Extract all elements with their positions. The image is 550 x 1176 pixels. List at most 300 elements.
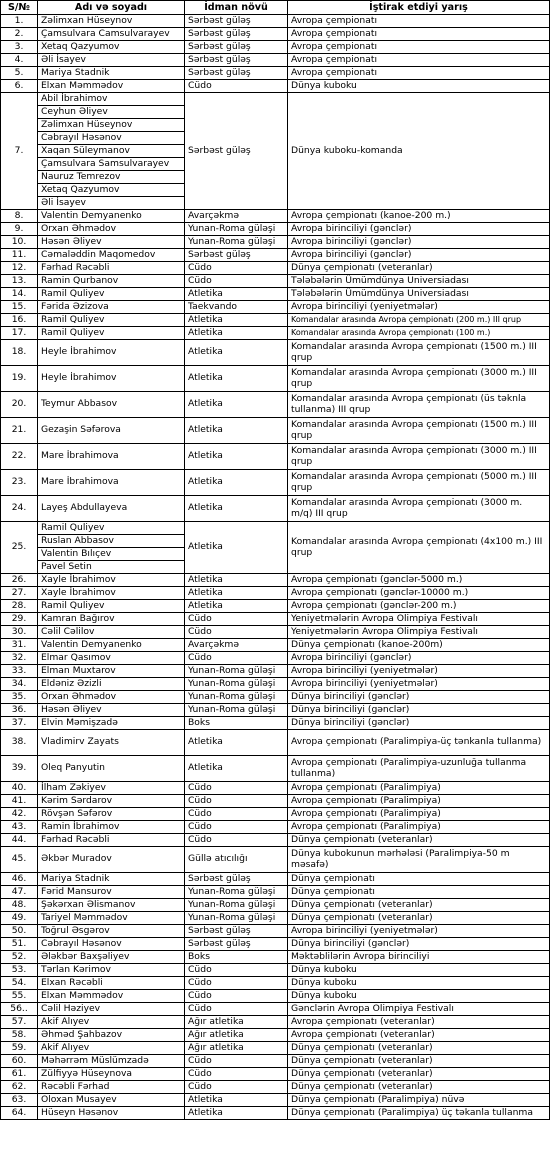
competition-event: Avropa çempionatı (Paralimpiya) bbox=[288, 808, 550, 821]
table-row bbox=[1, 613, 550, 626]
sport-type: Atletika bbox=[185, 288, 288, 301]
athlete-name: Gezaşin Səfərova bbox=[38, 418, 185, 444]
competition-event: Dünya çempionatı (veteranlar) bbox=[288, 262, 550, 275]
table-row bbox=[1, 821, 550, 834]
athlete-name: Vladimirv Zayats bbox=[38, 730, 185, 756]
competition-event: Avropa çempionatı bbox=[288, 41, 550, 54]
table-row bbox=[1, 288, 550, 301]
sport-type: Sərbəst güləş bbox=[185, 41, 288, 54]
competition-event: Komandalar arasında Avropa çempionatı (3000 m.) III qrup bbox=[288, 444, 550, 470]
sport-type: Sərbəst güləş bbox=[185, 28, 288, 41]
athlete-name: Orxan Əhmədov bbox=[38, 223, 185, 236]
competition-event: Avropa çempionatı (kanoe-200 m.) bbox=[288, 210, 550, 223]
table-row bbox=[1, 1042, 550, 1055]
table-row bbox=[1, 1055, 550, 1068]
competition-event: Gənclərin Avropa Olimpiya Festivalı bbox=[288, 1003, 550, 1016]
table-row bbox=[1, 314, 550, 327]
table-row bbox=[1, 1107, 550, 1120]
row-number: 19. bbox=[1, 366, 38, 392]
athlete-name: Elxan Məmmədov bbox=[38, 990, 185, 1003]
sport-type: Cüdo bbox=[185, 795, 288, 808]
sport-type: Avarçəkmə bbox=[185, 639, 288, 652]
sport-type: Cüdo bbox=[185, 821, 288, 834]
sport-type: Cüdo bbox=[185, 990, 288, 1003]
athlete-name: Kərim Sərdarov bbox=[38, 795, 185, 808]
competition-event: Komandalar arasında Avropa çempionatı (3000 m. m/q) III qrup bbox=[288, 496, 550, 522]
athlete-name: Zəlimxan Hüseynov bbox=[38, 15, 185, 28]
competition-event: Avropa birinciliyi (gənclər) bbox=[288, 223, 550, 236]
athlete-name: Cəlil Həziyev bbox=[38, 1003, 185, 1016]
athlete-name: Cəlil Cəlilov bbox=[38, 626, 185, 639]
table-row bbox=[1, 1016, 550, 1029]
table-row bbox=[1, 275, 550, 288]
athlete-name: Fərhad Rəcəbli bbox=[38, 834, 185, 847]
table-row bbox=[1, 847, 550, 873]
sport-type: Sərbəst güləş bbox=[185, 249, 288, 262]
table-row bbox=[1, 262, 550, 275]
row-number: 54. bbox=[1, 977, 38, 990]
row-number: 59. bbox=[1, 1042, 38, 1055]
sport-type: Yunan-Roma güləşi bbox=[185, 886, 288, 899]
table-row bbox=[1, 873, 550, 886]
sport-type: Atletika bbox=[185, 756, 288, 782]
table-row bbox=[1, 912, 550, 925]
athlete-name: Elman Muxtarov bbox=[38, 665, 185, 678]
sport-type: Atletika bbox=[185, 1094, 288, 1107]
athlete-name: Əhməd Şahbazov bbox=[38, 1029, 185, 1042]
athlete-name: Elvin Məmişzadə bbox=[38, 717, 185, 730]
row-number: 52. bbox=[1, 951, 38, 964]
table-row bbox=[1, 756, 550, 782]
table-row bbox=[1, 210, 550, 223]
sport-type: Avarçəkmə bbox=[185, 210, 288, 223]
sport-type: Taekvando bbox=[185, 301, 288, 314]
athlete-name: Tərlan Kərimov bbox=[38, 964, 185, 977]
sport-type: Atletika bbox=[185, 730, 288, 756]
sport-type: Cüdo bbox=[185, 808, 288, 821]
row-number: 10. bbox=[1, 236, 38, 249]
sport-type: Atletika bbox=[185, 392, 288, 418]
table-row bbox=[1, 925, 550, 938]
header-name: Adı və soyadı bbox=[38, 1, 185, 15]
athlete-name: Ələkbər Baxşəliyev bbox=[38, 951, 185, 964]
table-row bbox=[1, 80, 550, 93]
competition-event: Komandalar arasında Avropa çempionatı (200 m.) III qrup bbox=[288, 314, 550, 327]
row-number: 22. bbox=[1, 444, 38, 470]
table-row bbox=[1, 1003, 550, 1016]
sport-type: Yunan-Roma güləşi bbox=[185, 223, 288, 236]
header-row bbox=[1, 1, 550, 15]
sport-type: Atletika bbox=[185, 574, 288, 587]
table-row bbox=[1, 652, 550, 665]
table-row bbox=[1, 951, 550, 964]
table-row bbox=[1, 964, 550, 977]
athlete-name: Eldəniz Əzizli bbox=[38, 678, 185, 691]
table-row bbox=[1, 223, 550, 236]
athlete-name: Abil İbrahimov bbox=[38, 93, 185, 106]
athlete-name: Mare İbrahimova bbox=[38, 444, 185, 470]
table-row bbox=[1, 938, 550, 951]
athlete-name: Akif Alıyev bbox=[38, 1016, 185, 1029]
sport-type: Cüdo bbox=[185, 1068, 288, 1081]
competition-event: Dünya birinciliyi (gənclər) bbox=[288, 704, 550, 717]
competition-event: Avropa birinciliyi (gənclər) bbox=[288, 236, 550, 249]
competition-event: Dünya kuboku bbox=[288, 964, 550, 977]
competition-event: Dünya kuboku bbox=[288, 990, 550, 1003]
competition-event: Avropa birinciliyi (gənclər) bbox=[288, 249, 550, 262]
sport-type: Yunan-Roma güləşi bbox=[185, 691, 288, 704]
row-number: 50. bbox=[1, 925, 38, 938]
table-row bbox=[1, 1094, 550, 1107]
sport-type: Yunan-Roma güləşi bbox=[185, 236, 288, 249]
table-row bbox=[1, 990, 550, 1003]
athlete-name: Xetaq Qazyumov bbox=[38, 41, 185, 54]
row-number: 6. bbox=[1, 80, 38, 93]
row-number: 2. bbox=[1, 28, 38, 41]
row-number: 15. bbox=[1, 301, 38, 314]
athlete-name: Zülfiyyə Hüseynova bbox=[38, 1068, 185, 1081]
table-row bbox=[1, 665, 550, 678]
competition-event: Tələbələrin Ümümdünya Universiadası bbox=[288, 275, 550, 288]
athlete-name: Heyle İbrahimov bbox=[38, 366, 185, 392]
sport-type: Atletika bbox=[185, 327, 288, 340]
competition-event: Komandalar arasında Avropa çempionatı (100 m.) bbox=[288, 327, 550, 340]
competition-event: Avropa çempionatı (Paralimpiya) bbox=[288, 821, 550, 834]
sport-type: Cüdo bbox=[185, 626, 288, 639]
table-row bbox=[1, 418, 550, 444]
competition-event: Avropa çempionatı bbox=[288, 28, 550, 41]
sport-type: Sərbəst güləş bbox=[185, 54, 288, 67]
competition-event: Avropa çempionatı (Paralimpiya) bbox=[288, 782, 550, 795]
row-number: 47. bbox=[1, 886, 38, 899]
athlete-name: Rövşən Səfərov bbox=[38, 808, 185, 821]
row-number: 40. bbox=[1, 782, 38, 795]
competition-event: Yeniyetmələrin Avropa Olimpiya Festivalı bbox=[288, 613, 550, 626]
competition-event: Avropa çempionatı (veteranlar) bbox=[288, 1029, 550, 1042]
athlete-name: Əli İsayev bbox=[38, 54, 185, 67]
competition-event: Dünya çempionatı (Paralimpiya) üç təkanla tullanma bbox=[288, 1107, 550, 1120]
table-row bbox=[1, 496, 550, 522]
competition-event: Komandalar arasında Avropa çempionatı (üs təknla tullanma) III qrup bbox=[288, 392, 550, 418]
athlete-name: Oleq Panyutin bbox=[38, 756, 185, 782]
row-number: 29. bbox=[1, 613, 38, 626]
sport-type: Cüdo bbox=[185, 80, 288, 93]
sport-type: Atletika bbox=[185, 470, 288, 496]
row-number: 1. bbox=[1, 15, 38, 28]
athlete-name: Xaqan Süleymanov bbox=[38, 145, 185, 158]
row-number: 48. bbox=[1, 899, 38, 912]
athlete-name: Ramil Quliyev bbox=[38, 522, 185, 535]
competition-event: Tələbələrin Ümümdünya Universiadası bbox=[288, 288, 550, 301]
competition-event: Avropa çempionatı bbox=[288, 67, 550, 80]
sport-type: Sərbəst güləş bbox=[185, 15, 288, 28]
row-number: 20. bbox=[1, 392, 38, 418]
competition-event: Dünya çempionatı (veteranlar) bbox=[288, 1081, 550, 1094]
competition-event: Avropa birinciliyi (yeniyetmələr) bbox=[288, 665, 550, 678]
row-number: 30. bbox=[1, 626, 38, 639]
sport-type: Cüdo bbox=[185, 275, 288, 288]
sport-type: Yunan-Roma güləşi bbox=[185, 899, 288, 912]
sport-type: Atletika bbox=[185, 314, 288, 327]
athlete-name: Elxan Məmmədov bbox=[38, 80, 185, 93]
table-row bbox=[1, 522, 550, 535]
table-row bbox=[1, 782, 550, 795]
row-number: 14. bbox=[1, 288, 38, 301]
athlete-name: Rəcəbli Fərhad bbox=[38, 1081, 185, 1094]
sport-type: Yunan-Roma güləşi bbox=[185, 912, 288, 925]
competition-event: Dünya çempionatı (veteranlar) bbox=[288, 1068, 550, 1081]
athlete-name: Ramil Quliyev bbox=[38, 288, 185, 301]
competition-event: Komandalar arasında Avropa çempionatı (5000 m.) III qrup bbox=[288, 470, 550, 496]
sport-type: Cüdo bbox=[185, 977, 288, 990]
competition-event: Dünya çempionatı (veteranlar) bbox=[288, 899, 550, 912]
athlete-name: Ramin Qurbanov bbox=[38, 275, 185, 288]
row-number: 42. bbox=[1, 808, 38, 821]
athlete-name: Layeş Abdullayeva bbox=[38, 496, 185, 522]
table-row bbox=[1, 301, 550, 314]
table-row bbox=[1, 704, 550, 717]
table-row bbox=[1, 587, 550, 600]
sport-type: Yunan-Roma güləşi bbox=[185, 678, 288, 691]
sport-type: Atletika bbox=[185, 340, 288, 366]
sport-type: Boks bbox=[185, 717, 288, 730]
competition-event: Dünya çempionatı bbox=[288, 886, 550, 899]
athlete-name: Elxan Rəcəbli bbox=[38, 977, 185, 990]
row-number: 18. bbox=[1, 340, 38, 366]
athlete-name: Cəmaləddin Maqomedov bbox=[38, 249, 185, 262]
competition-event: Avropa çempionatı bbox=[288, 15, 550, 28]
table-row bbox=[1, 730, 550, 756]
table-row bbox=[1, 691, 550, 704]
athlete-name: Xayle İbrahimov bbox=[38, 574, 185, 587]
athlete-name: Ceyhun Əliyev bbox=[38, 106, 185, 119]
athlete-name: Fərid Mansurov bbox=[38, 886, 185, 899]
competition-event: Dünya kubokunun mərhələsi (Paralimpiya-50 m məsafə) bbox=[288, 847, 550, 873]
athlete-name: Oloxan Musayev bbox=[38, 1094, 185, 1107]
sport-type: Yunan-Roma güləşi bbox=[185, 665, 288, 678]
table-row bbox=[1, 886, 550, 899]
athlete-name: Heyle İbrahimov bbox=[38, 340, 185, 366]
competition-event: Dünya çempionatı (Paralimpiya) nüvə bbox=[288, 1094, 550, 1107]
row-number: 64. bbox=[1, 1107, 38, 1120]
sport-type: Cüdo bbox=[185, 613, 288, 626]
table-row bbox=[1, 808, 550, 821]
row-number: 4. bbox=[1, 54, 38, 67]
row-number: 27. bbox=[1, 587, 38, 600]
sport-type: Cüdo bbox=[185, 782, 288, 795]
competition-event: Dünya kuboku bbox=[288, 80, 550, 93]
row-number: 51. bbox=[1, 938, 38, 951]
row-number: 36. bbox=[1, 704, 38, 717]
table-row bbox=[1, 340, 550, 366]
athlete-name: Cəbrayıl Həsənov bbox=[38, 938, 185, 951]
table-row bbox=[1, 600, 550, 613]
row-number: 33. bbox=[1, 665, 38, 678]
row-number: 16. bbox=[1, 314, 38, 327]
competition-event: Avropa çempionatı (veteranlar) bbox=[288, 1016, 550, 1029]
sport-type: Atletika bbox=[185, 444, 288, 470]
sport-type: Atletika bbox=[185, 1107, 288, 1120]
competition-event: Dünya kuboku bbox=[288, 977, 550, 990]
athlete-name: İlham Zəkiyev bbox=[38, 782, 185, 795]
athlete-name: Nauruz Temrezov bbox=[38, 171, 185, 184]
sport-type: Atletika bbox=[185, 522, 288, 574]
athlete-name: Əkbər Muradov bbox=[38, 847, 185, 873]
row-number: 46. bbox=[1, 873, 38, 886]
athlete-name: Zəlimxan Hüseynov bbox=[38, 119, 185, 132]
sport-type: Cüdo bbox=[185, 1003, 288, 1016]
row-number: 38. bbox=[1, 730, 38, 756]
sport-type: Sərbəst güləş bbox=[185, 925, 288, 938]
table-row bbox=[1, 1081, 550, 1094]
table-row bbox=[1, 236, 550, 249]
competition-event: Avropa birinciliyi (yeniyetmələr) bbox=[288, 301, 550, 314]
athlete-name: Fərida Əzizova bbox=[38, 301, 185, 314]
row-number: 21. bbox=[1, 418, 38, 444]
competition-event: Dünya çempionatı (veteranlar) bbox=[288, 1042, 550, 1055]
table-row bbox=[1, 54, 550, 67]
row-number: 25. bbox=[1, 522, 38, 574]
row-number: 24. bbox=[1, 496, 38, 522]
row-number: 37. bbox=[1, 717, 38, 730]
row-number: 35. bbox=[1, 691, 38, 704]
table-row bbox=[1, 834, 550, 847]
row-number: 28. bbox=[1, 600, 38, 613]
table-body bbox=[1, 15, 550, 1120]
row-number: 63. bbox=[1, 1094, 38, 1107]
athlete-name: Valentin Bılıçev bbox=[38, 548, 185, 561]
athlete-name: Hüseyn Həsənov bbox=[38, 1107, 185, 1120]
sport-type: Ağır atletika bbox=[185, 1042, 288, 1055]
athlete-name: Çamsulvara Camsulvarayev bbox=[38, 28, 185, 41]
row-number: 11. bbox=[1, 249, 38, 262]
athlete-name: Mare İbrahimova bbox=[38, 470, 185, 496]
table-row bbox=[1, 444, 550, 470]
competition-event: Komandalar arasında Avropa çempionatı (4x100 m.) III qrup bbox=[288, 522, 550, 574]
sport-type: Atletika bbox=[185, 366, 288, 392]
sport-type: Atletika bbox=[185, 600, 288, 613]
table-row bbox=[1, 717, 550, 730]
table-row bbox=[1, 1068, 550, 1081]
row-number: 34. bbox=[1, 678, 38, 691]
athlete-name: Teymur Abbasov bbox=[38, 392, 185, 418]
athlete-name: Toğrul Əsgərov bbox=[38, 925, 185, 938]
table-row bbox=[1, 1029, 550, 1042]
competition-event: Avropa birinciliyi (yeniyetmələr) bbox=[288, 925, 550, 938]
competition-event: Avropa çempionatı (Paralimpiya) bbox=[288, 795, 550, 808]
sport-type: Sərbəst güləş bbox=[185, 67, 288, 80]
row-number: 43. bbox=[1, 821, 38, 834]
athlete-name: Əli İsayev bbox=[38, 197, 185, 210]
competition-event: Dünya çempionatı (kanoe-200m) bbox=[288, 639, 550, 652]
row-number: 13. bbox=[1, 275, 38, 288]
table-row bbox=[1, 392, 550, 418]
row-number: 31. bbox=[1, 639, 38, 652]
competition-event: Dünya kuboku-komanda bbox=[288, 93, 550, 210]
athlete-name: Ruslan Abbasov bbox=[38, 535, 185, 548]
header-event: İştirak etdiyi yarış bbox=[288, 1, 550, 15]
table-row bbox=[1, 977, 550, 990]
row-number: 26. bbox=[1, 574, 38, 587]
competition-event: Avropa çempionatı (gənclər-10000 m.) bbox=[288, 587, 550, 600]
athlete-name: Məhərrəm Müslümzadə bbox=[38, 1055, 185, 1068]
sport-type: Ağır atletika bbox=[185, 1016, 288, 1029]
competition-event: Komandalar arasında Avropa çempionatı (1500 m.) III qrup bbox=[288, 340, 550, 366]
sport-type: Sərbəst güləş bbox=[185, 873, 288, 886]
athlete-name: Cəbrayıl Həsənov bbox=[38, 132, 185, 145]
table-row bbox=[1, 574, 550, 587]
athlete-name: Orxan Əhmədov bbox=[38, 691, 185, 704]
row-number: 41. bbox=[1, 795, 38, 808]
athlete-name: Şəkərxan Əlismanov bbox=[38, 899, 185, 912]
table-row bbox=[1, 93, 550, 106]
athlete-name: Xetaq Qazyumov bbox=[38, 184, 185, 197]
athlete-name: Elmar Qasımov bbox=[38, 652, 185, 665]
athlete-name: Pavel Setin bbox=[38, 561, 185, 574]
competition-event: Avropa çempionatı (gənclər-200 m.) bbox=[288, 600, 550, 613]
competition-event: Dünya çempionatı (veteranlar) bbox=[288, 1055, 550, 1068]
row-number: 62. bbox=[1, 1081, 38, 1094]
athlete-name: Xayle İbrahimov bbox=[38, 587, 185, 600]
competition-event: Avropa çempionatı (gənclər-5000 m.) bbox=[288, 574, 550, 587]
row-number: 5. bbox=[1, 67, 38, 80]
athlete-name: Ramin İbrahimov bbox=[38, 821, 185, 834]
table-row bbox=[1, 678, 550, 691]
competition-event: Dünya çempionatı bbox=[288, 873, 550, 886]
athlete-name: Tariyel Məmmədov bbox=[38, 912, 185, 925]
athlete-name: Həsən Əliyev bbox=[38, 236, 185, 249]
competition-event: Komandalar arasında Avropa çempionatı (1500 m.) III qrup bbox=[288, 418, 550, 444]
athlete-name: Ramil Quliyev bbox=[38, 600, 185, 613]
header-number: S/№ bbox=[1, 1, 38, 15]
table-row bbox=[1, 899, 550, 912]
athlete-name: Həsən Əliyev bbox=[38, 704, 185, 717]
competition-event: Yeniyetmələrin Avropa Olimpiya Festivalı bbox=[288, 626, 550, 639]
table-row bbox=[1, 249, 550, 262]
athlete-name: Ramil Quliyev bbox=[38, 327, 185, 340]
row-number: 12. bbox=[1, 262, 38, 275]
athlete-name: Fərhad Rəcəbli bbox=[38, 262, 185, 275]
sport-type: Güllə atıcılığı bbox=[185, 847, 288, 873]
row-number: 44. bbox=[1, 834, 38, 847]
table-row bbox=[1, 327, 550, 340]
sport-type: Cüdo bbox=[185, 834, 288, 847]
competition-event: Dünya birinciliyi (gənclər) bbox=[288, 717, 550, 730]
sport-type: Cüdo bbox=[185, 1081, 288, 1094]
header-sport: İdman növü bbox=[185, 1, 288, 15]
row-number: 56.. bbox=[1, 1003, 38, 1016]
competition-event: Dünya çempionatı (veteranlar) bbox=[288, 912, 550, 925]
competition-event: Məktəblilərin Avropa birinciliyi bbox=[288, 951, 550, 964]
competition-event: Dünya çempionatı (veteranlar) bbox=[288, 834, 550, 847]
athlete-name: Mariya Stadnik bbox=[38, 67, 185, 80]
row-number: 3. bbox=[1, 41, 38, 54]
table-row bbox=[1, 639, 550, 652]
table-row bbox=[1, 15, 550, 28]
competition-event: Komandalar arasında Avropa çempionatı (3000 m.) III qrup bbox=[288, 366, 550, 392]
sport-type: Sərbəst güləş bbox=[185, 938, 288, 951]
sport-type: Atletika bbox=[185, 496, 288, 522]
row-number: 45. bbox=[1, 847, 38, 873]
sport-type: Atletika bbox=[185, 587, 288, 600]
table-row bbox=[1, 41, 550, 54]
table-row bbox=[1, 470, 550, 496]
row-number: 7. bbox=[1, 93, 38, 210]
athlete-name: Kamran Bağırov bbox=[38, 613, 185, 626]
row-number: 39. bbox=[1, 756, 38, 782]
row-number: 49. bbox=[1, 912, 38, 925]
competition-event: Dünya birinciliyi (gənclər) bbox=[288, 938, 550, 951]
